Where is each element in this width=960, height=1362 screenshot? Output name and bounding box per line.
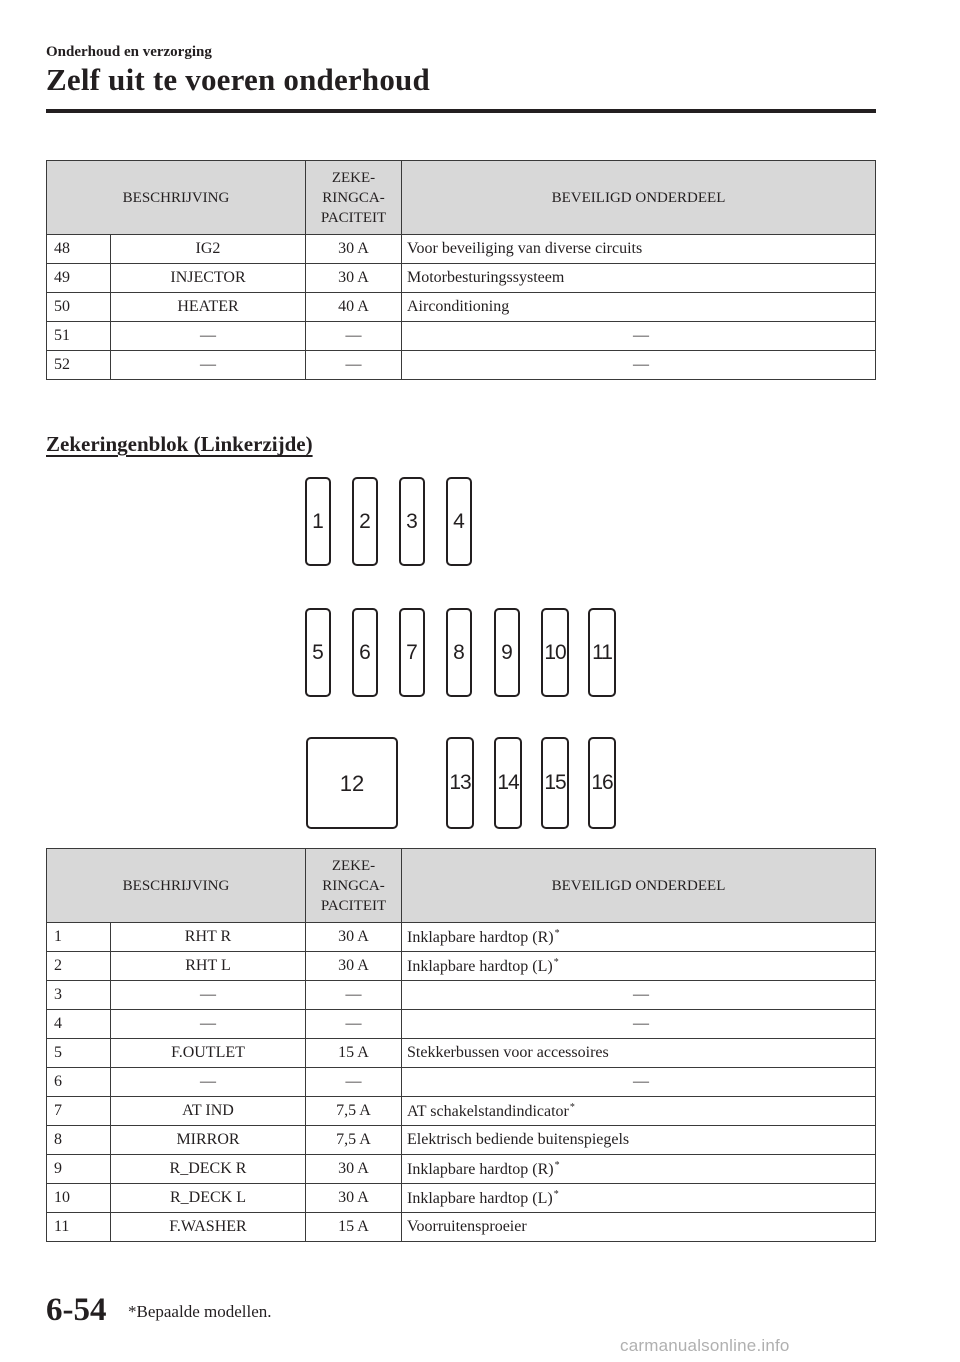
fuse-description-text: R_DECK R — [169, 1160, 247, 1177]
fuse-number-text: 8 — [54, 1131, 62, 1148]
protected-component-text: — — [633, 1073, 649, 1090]
header-capacity-line2: RINGCA- — [322, 189, 385, 206]
table-row — [47, 1126, 876, 1155]
fuse-capacity — [306, 1155, 402, 1184]
fuse-label: 14 — [497, 771, 519, 794]
protected-component — [402, 1126, 876, 1155]
protected-component-text: Elektrisch bediende buitenspiegels — [407, 1131, 630, 1148]
table-row — [47, 1213, 876, 1242]
fuse-1 — [305, 477, 331, 566]
header-description: BESCHRIJVING — [47, 849, 306, 923]
footnote: *Bepaalde modellen. — [128, 1302, 272, 1321]
fuse-capacity-text: 30 A — [338, 957, 369, 974]
protected-component-text: — — [633, 1015, 649, 1032]
fuse-description-text: INJECTOR — [170, 269, 246, 286]
fuse-4 — [446, 477, 472, 566]
fuse-capacity-text: 30 A — [338, 240, 369, 257]
header-capacity-line2: RINGCA- — [322, 877, 385, 894]
fuse-number — [47, 1213, 111, 1242]
fuse-15 — [541, 737, 569, 829]
fuse-number — [47, 235, 111, 264]
protected-component — [402, 351, 876, 380]
page-number: 6-54 — [46, 1292, 107, 1328]
fuse-number — [47, 1184, 111, 1213]
header-protected: BEVEILIGD ONDERDEEL — [402, 849, 876, 923]
fuse-label: 11 — [592, 640, 612, 664]
fuse-label: 13 — [449, 771, 471, 794]
table-row — [47, 322, 876, 351]
fuse-description-text: — — [200, 1073, 216, 1090]
fuse-number-text: 6 — [54, 1073, 62, 1090]
fuse-capacity — [306, 1039, 402, 1068]
fuse-number — [47, 952, 111, 981]
protected-component-text: Airconditioning — [407, 298, 510, 315]
fuse-label: 9 — [501, 640, 513, 664]
section-label: Onderhoud en verzorging — [46, 44, 212, 60]
fuse-10 — [541, 608, 569, 697]
fuse-capacity — [306, 1126, 402, 1155]
fuse-3 — [399, 477, 425, 566]
protected-component — [402, 1097, 876, 1126]
fuse-number — [47, 293, 111, 322]
watermark: carmanualsonline.info — [620, 1336, 790, 1355]
fuse-number-text: 3 — [54, 986, 62, 1003]
fuse-9 — [494, 608, 520, 697]
fuse-description — [111, 981, 306, 1010]
fuse-13 — [446, 737, 474, 829]
protected-component-text: Voor beveiliging van diverse circuits — [407, 240, 643, 257]
fuse-description — [111, 923, 306, 952]
fuse-number-text: 9 — [54, 1160, 62, 1177]
fuse-capacity-text: — — [345, 986, 362, 1003]
fuse-number — [47, 322, 111, 351]
fuse-8 — [446, 608, 472, 697]
fuse-label: 16 — [591, 771, 613, 794]
protected-component-text: Voorruitensproeier — [407, 1218, 527, 1235]
protected-component-text: Inklapbare hardtop (L) — [407, 957, 553, 975]
fuse-number-text: 52 — [54, 356, 70, 373]
fuse-capacity-text: — — [345, 1015, 362, 1032]
fuse-number — [47, 1068, 111, 1097]
table-row — [47, 1068, 876, 1097]
protected-component — [402, 1213, 876, 1242]
table-row — [47, 235, 876, 264]
fuse-description-text: IG2 — [195, 240, 221, 257]
header-capacity-line3: PACITEIT — [320, 209, 387, 226]
protected-component — [402, 293, 876, 322]
fuse-number-text: 49 — [54, 269, 70, 286]
fuse-capacity — [306, 952, 402, 981]
protected-component — [402, 1010, 876, 1039]
protected-component — [402, 322, 876, 351]
protected-component-text: — — [633, 986, 649, 1003]
fuse-label: 10 — [544, 640, 566, 664]
fuse-6 — [352, 608, 378, 697]
protected-component — [402, 952, 876, 981]
protected-component — [402, 1039, 876, 1068]
fuse-description — [111, 322, 306, 351]
fuse-capacity — [306, 1068, 402, 1097]
fuse-capacity-text: 15 A — [338, 1218, 369, 1235]
fuse-number — [47, 1155, 111, 1184]
fuse-block-heading: Zekeringenblok (Linkerzijde) — [46, 432, 313, 456]
fuse-label: 12 — [339, 771, 365, 796]
fuse-number-text: 1 — [54, 928, 62, 945]
fuse-label: 8 — [453, 640, 465, 664]
fuse-number — [47, 264, 111, 293]
table-row — [47, 1184, 876, 1213]
fuse-capacity-text: — — [345, 327, 362, 344]
table-row — [47, 264, 876, 293]
protected-component-text: Inklapbare hardtop (R) — [407, 928, 554, 946]
fuse-description-text: — — [200, 327, 216, 344]
fuse-description — [111, 351, 306, 380]
header-capacity — [306, 849, 402, 923]
fuse-number — [47, 1097, 111, 1126]
fuse-capacity — [306, 1097, 402, 1126]
table-row — [47, 1039, 876, 1068]
fuse-description — [111, 1126, 306, 1155]
fuse-number-text: 5 — [54, 1044, 62, 1061]
protected-component-text: Motorbesturingssysteem — [407, 269, 565, 286]
fuse-capacity — [306, 264, 402, 293]
fuse-description — [111, 293, 306, 322]
fuse-number — [47, 351, 111, 380]
fuse-description-text: MIRROR — [176, 1131, 240, 1148]
fuse-capacity-text: — — [345, 356, 362, 373]
protected-component-text: AT schakelstandindicator — [407, 1102, 569, 1120]
header-capacity-line3: PACITEIT — [320, 897, 387, 914]
table-row — [47, 981, 876, 1010]
protected-component — [402, 1155, 876, 1184]
protected-component — [402, 235, 876, 264]
table-row — [47, 293, 876, 322]
fuse-description — [111, 1184, 306, 1213]
fuse-14 — [494, 737, 522, 829]
fuse-number — [47, 1039, 111, 1068]
fuse-description-text: AT IND — [182, 1102, 234, 1119]
footnote-marker: * — [569, 1101, 575, 1113]
protected-component — [402, 923, 876, 952]
fuse-capacity-text: 30 A — [338, 1189, 369, 1206]
table-row — [47, 923, 876, 952]
fuse-description-text: RHT L — [185, 957, 231, 974]
fuse-description — [111, 235, 306, 264]
fuse-capacity-text: 30 A — [338, 1160, 369, 1177]
fuse-label: 2 — [359, 509, 371, 533]
fuse-number-text: 10 — [54, 1189, 70, 1206]
fuse-7 — [399, 608, 425, 697]
protected-component-text: Inklapbare hardtop (L) — [407, 1189, 553, 1207]
protected-component-text: Inklapbare hardtop (R) — [407, 1160, 554, 1178]
footnote-marker: * — [553, 956, 559, 968]
fuse-label: 7 — [406, 640, 418, 664]
header-capacity-line1: ZEKE- — [331, 857, 376, 874]
fuse-label: 4 — [453, 509, 465, 533]
fuse-5 — [305, 608, 331, 697]
page-title: Zelf uit te voeren onderhoud — [46, 62, 430, 97]
fuse-label: 3 — [406, 509, 418, 533]
fuse-number-text: 48 — [54, 240, 70, 257]
header-protected: BEVEILIGD ONDERDEEL — [402, 161, 876, 235]
table-row — [47, 351, 876, 380]
fuse-description — [111, 1155, 306, 1184]
fuse-description-text: RHT R — [184, 928, 232, 945]
fuse-description — [111, 1097, 306, 1126]
fuse-description — [111, 952, 306, 981]
header-capacity-line1: ZEKE- — [331, 169, 376, 186]
fuse-description-text: R_DECK L — [170, 1189, 246, 1206]
fuse-description-text: HEATER — [177, 298, 239, 315]
fuse-capacity-text: 7,5 A — [336, 1102, 371, 1119]
footnote-marker: * — [553, 1188, 559, 1200]
fuse-number-text: 50 — [54, 298, 70, 315]
fuse-number-text: 4 — [54, 1015, 62, 1032]
fuse-capacity — [306, 1184, 402, 1213]
fuse-number — [47, 923, 111, 952]
table-row — [47, 1097, 876, 1126]
protected-component — [402, 1068, 876, 1097]
header-capacity — [306, 161, 402, 235]
protected-component — [402, 1184, 876, 1213]
fuse-number — [47, 1126, 111, 1155]
fuse-description-text: F.OUTLET — [171, 1044, 245, 1061]
fuse-capacity-text: — — [345, 1073, 362, 1090]
fuse-capacity — [306, 293, 402, 322]
fuse-capacity — [306, 322, 402, 351]
fuse-capacity — [306, 923, 402, 952]
fuse-description — [111, 264, 306, 293]
fuse-16 — [588, 737, 616, 829]
fuse-number-text: 7 — [54, 1102, 62, 1119]
fuse-capacity — [306, 351, 402, 380]
fuse-capacity — [306, 1010, 402, 1039]
fuse-number — [47, 1010, 111, 1039]
fuse-capacity-text: 15 A — [338, 1044, 369, 1061]
fuse-number — [47, 981, 111, 1010]
header-description: BESCHRIJVING — [47, 161, 306, 235]
fuse-capacity — [306, 1213, 402, 1242]
fuse-number-text: 11 — [54, 1218, 70, 1235]
fuse-description-text: — — [200, 1015, 216, 1032]
fuse-description-text: — — [200, 356, 216, 373]
protected-component — [402, 264, 876, 293]
protected-component-text: — — [633, 327, 649, 344]
protected-component — [402, 981, 876, 1010]
protected-component-text: — — [633, 356, 649, 373]
fuse-2 — [352, 477, 378, 566]
fuse-description — [111, 1213, 306, 1242]
fuse-description-text: — — [200, 986, 216, 1003]
fuse-label: 1 — [312, 509, 324, 533]
footnote-marker: * — [554, 927, 560, 939]
fuse-capacity-text: 40 A — [338, 298, 369, 315]
fuse-capacity — [306, 235, 402, 264]
fuse-label: 15 — [544, 771, 566, 794]
fuse-capacity — [306, 981, 402, 1010]
fuse-description-text: F.WASHER — [169, 1218, 247, 1235]
table-row — [47, 1010, 876, 1039]
fuse-capacity-text: 30 A — [338, 928, 369, 945]
fuse-11 — [588, 608, 616, 697]
footnote-marker: * — [554, 1159, 560, 1171]
fuse-capacity-text: 30 A — [338, 269, 369, 286]
fuse-label: 5 — [312, 640, 324, 664]
title-divider — [46, 109, 876, 113]
table-row — [47, 952, 876, 981]
fuse-table-lower — [46, 848, 876, 1242]
fuse-description — [111, 1010, 306, 1039]
fuse-12 — [306, 737, 398, 829]
fuse-number-text: 2 — [54, 957, 62, 974]
table-row — [47, 1155, 876, 1184]
fuse-description — [111, 1068, 306, 1097]
fuse-description — [111, 1039, 306, 1068]
fuse-table-upper — [46, 160, 876, 380]
fuse-number-text: 51 — [54, 327, 70, 344]
protected-component-text: Stekkerbussen voor accessoires — [407, 1044, 609, 1061]
fuse-label: 6 — [359, 640, 371, 664]
fuse-capacity-text: 7,5 A — [336, 1131, 371, 1148]
